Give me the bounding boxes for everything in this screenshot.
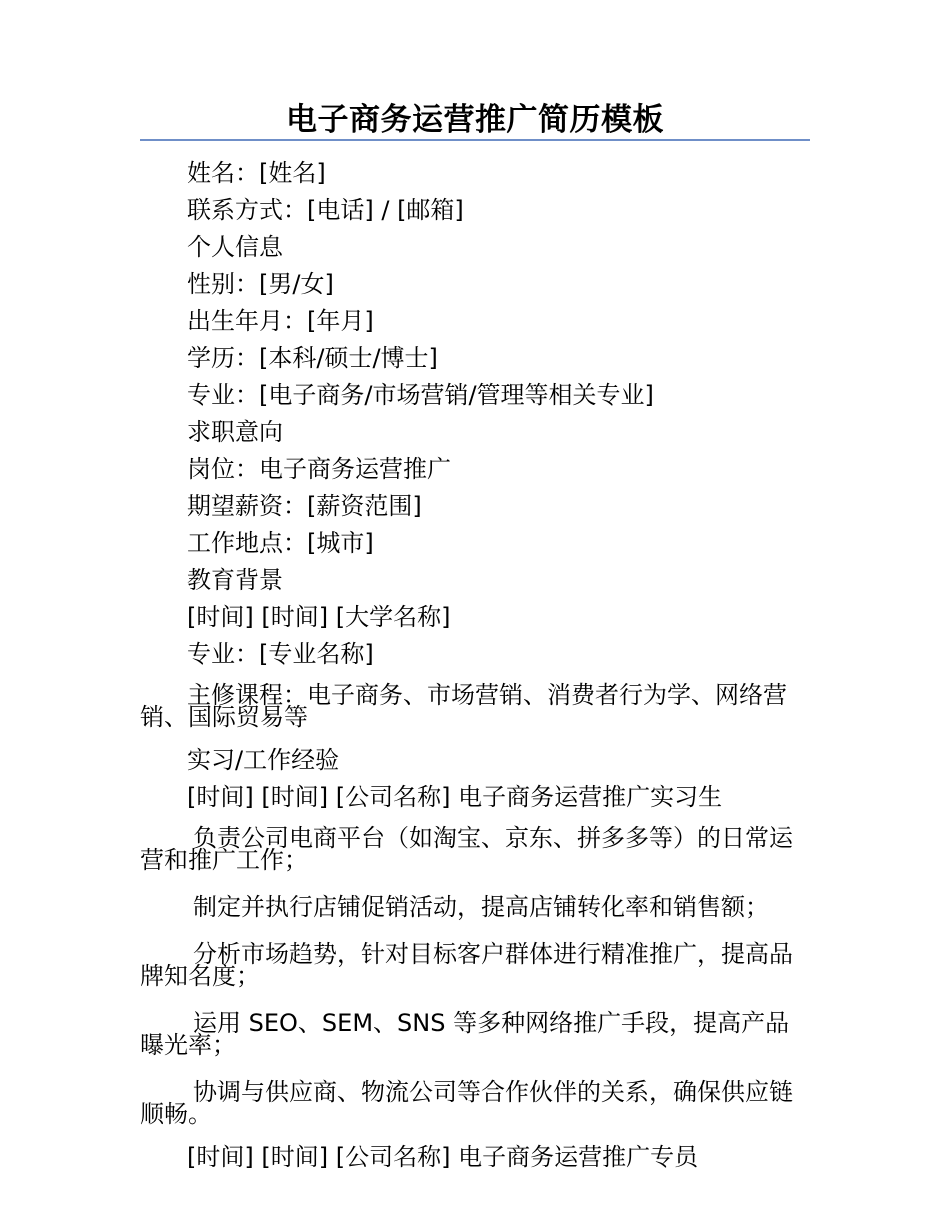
job1-duty-1: 负责公司电商平台（如淘宝、京东、拼多多等）的日常运营和推广工作； bbox=[140, 824, 793, 874]
degree-line: 学历：[本科/硕士/博士] bbox=[187, 344, 438, 372]
name-line: 姓名：[姓名] bbox=[187, 159, 326, 187]
education-heading: 教育背景 bbox=[187, 566, 283, 594]
job1-duty-4: 运用 SEO、SEM、SNS 等多种网络推广手段，提高产品曝光率； bbox=[140, 1009, 790, 1059]
experience-heading: 实习/工作经验 bbox=[187, 746, 340, 774]
personal-info-heading: 个人信息 bbox=[187, 233, 283, 261]
position-line: 岗位：电子商务运营推广 bbox=[187, 455, 451, 483]
job1-header: [时间] [时间] [公司名称] 电子商务运营推广实习生 bbox=[187, 783, 723, 811]
title-underline bbox=[140, 139, 810, 141]
major-line: 专业：[电子商务/市场营销/管理等相关专业] bbox=[187, 381, 654, 409]
contact-line: 联系方式：[电话] / [邮箱] bbox=[187, 196, 464, 224]
job-intention-heading: 求职意向 bbox=[187, 418, 283, 446]
job1-duty-3: 分析市场趋势，针对目标客户群体进行精准推广，提高品牌知名度； bbox=[140, 940, 793, 990]
salary-line: 期望薪资：[薪资范围] bbox=[187, 492, 422, 520]
resume-body bbox=[140, 155, 810, 1176]
job1-duty-5: 协调与供应商、物流公司等合作伙伴的关系，确保供应链顺畅。 bbox=[140, 1078, 793, 1128]
birth-line: 出生年月：[年月] bbox=[187, 307, 374, 335]
job2-header: [时间] [时间] [公司名称] 电子商务运营推广专员 bbox=[187, 1143, 699, 1171]
job1-duty-2: 制定并执行店铺促销活动，提高店铺转化率和销售额； bbox=[193, 893, 769, 921]
gender-line: 性别：[男/女] bbox=[187, 270, 334, 298]
education-period-line: [时间] [时间] [大学名称] bbox=[187, 603, 451, 631]
document-title: 电子商务运营推广简历模板 bbox=[286, 102, 664, 138]
education-major-line: 专业：[专业名称] bbox=[187, 640, 374, 668]
location-line: 工作地点：[城市] bbox=[187, 529, 374, 557]
courses-paragraph: 主修课程：电子商务、市场营销、消费者行为学、网络营销、国际贸易等 bbox=[140, 681, 787, 731]
